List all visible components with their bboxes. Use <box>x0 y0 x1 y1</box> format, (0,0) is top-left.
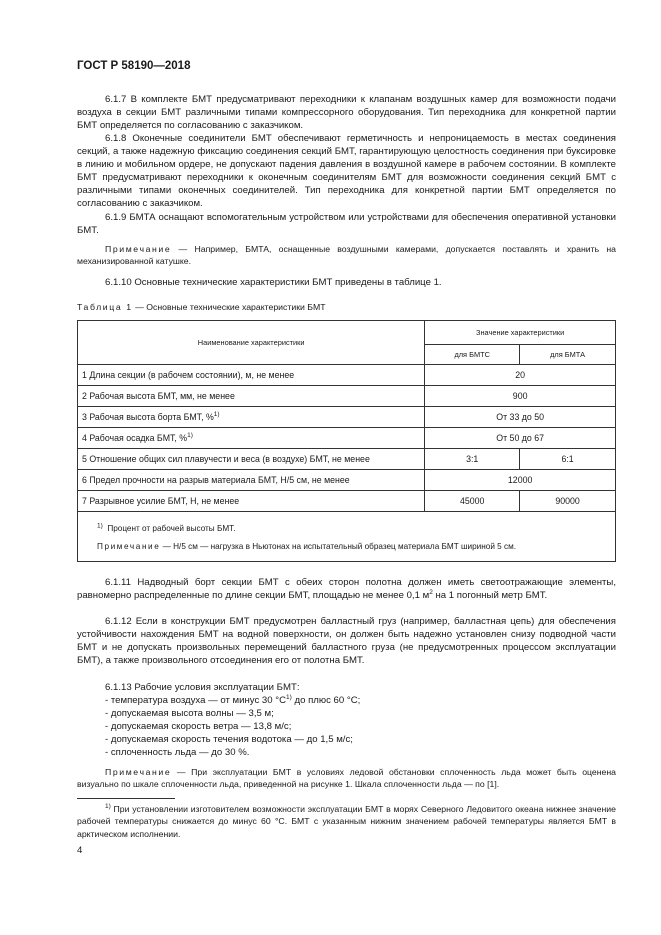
characteristics-table <box>77 320 616 562</box>
row-name-text: 4 Рабочая осадка БМТ, % <box>82 433 188 443</box>
table-caption <box>77 302 326 312</box>
row-value: 900 <box>425 386 616 407</box>
table-row <box>78 386 616 407</box>
table-note <box>82 542 611 551</box>
header-bmtc: для БМТС <box>425 345 520 365</box>
table-row <box>78 407 616 428</box>
row-value: От 33 до 50 <box>425 407 616 428</box>
list-item: - допускаемая скорость течения водотока — до 1,5 м/с; <box>105 734 353 746</box>
page-footnote-mark: 1) <box>105 803 111 811</box>
table-row <box>78 470 616 491</box>
document-header: ГОСТ Р 58190—2018 <box>77 60 191 72</box>
paragraph-6-1-11-text: 6.1.11 Надводный борт секции БМТ с обеих сторон полотна должен иметь светоотражающие элементы, равномерно распределенные по длине секции БМТ, площадью не менее 0,1 м <box>77 577 616 602</box>
row-value: От 50 до 67 <box>425 428 616 449</box>
row-value-bmtc: 45000 <box>425 491 520 512</box>
footnote-divider <box>77 798 175 799</box>
table-row <box>78 365 616 386</box>
page-number: 4 <box>77 845 83 856</box>
paragraph-6-1-8: 6.1.8 Оконечные соединители БМТ обеспечивают герметичность и непроницаемость в местах соединения секций, а также надежную фиксацию соединения секций БМТ, гарантирующую целостность соединения при буксировке в линию и мобильном ордере, не допускают падения давления в воздушной камере в рабочем состоянии. В комплекте БМТ предусматривают переходники к оконечным соединителям БМТ для возможности соединения секций БМТ с различными типами оконечных соединителей. Тип переходника для конкретной партии БМТ определяется по согласованию с заказчиком. <box>77 133 616 210</box>
list-item: - сплоченность льда — до 30 %. <box>105 747 250 759</box>
paragraph-6-1-9: 6.1.9 БМТА оснащают вспомогательным устройством или устройствами для обеспечения оперативной установки БМТ. <box>77 212 616 237</box>
row-value-bmta: 6:1 <box>520 449 616 470</box>
row-name: 1 Длина секции (в рабочем состоянии), м, не менее <box>78 365 425 386</box>
conditions-list <box>77 694 616 759</box>
header-bmta: для БМТА <box>520 345 616 365</box>
list-item-text: - температура воздуха — от минус 30 °С <box>105 695 287 706</box>
table-row <box>78 449 616 470</box>
note-1-label: Примечание <box>105 244 172 254</box>
row-value-bmta: 90000 <box>520 491 616 512</box>
note-1-text: — Например, БМТА, оснащенные воздушными камерами, допускается поставлять и хранить на механизированной катушке. <box>77 244 616 267</box>
list-item: - допускаемая высота волны — 3,5 м; <box>105 708 274 720</box>
table-caption-label: Таблица 1 <box>77 302 133 312</box>
paragraph-6-1-11-tail: на 1 погонный метр БМТ. <box>432 590 548 602</box>
paragraph-6-1-10: 6.1.10 Основные технические характеристики БМТ приведены в таблице 1. <box>105 277 442 288</box>
table-note-text: — Н/5 см — нагрузка в Ньютонах на испытательный образец материала БМТ шириной 5 см. <box>160 541 517 551</box>
table-footnote <box>82 521 611 533</box>
table-caption-text: — Основные технические характеристики БМТ <box>132 302 326 312</box>
row-footnote-mark: 1) <box>213 411 220 419</box>
row-value-bmtc: 3:1 <box>425 449 520 470</box>
note-2 <box>77 766 616 791</box>
table-row <box>78 428 616 449</box>
row-name: 2 Рабочая высота БМТ, мм, не менее <box>78 386 425 407</box>
row-name <box>78 407 425 428</box>
paragraph-6-1-11 <box>77 576 616 602</box>
header-value: Значение характеристики <box>425 321 616 345</box>
footnote-mark: 1) <box>286 693 292 701</box>
paragraph-6-1-12: 6.1.12 Если в конструкции БМТ предусмотрен балластный груз (например, балластная цепь) для обеспечения устойчивости нахождения БМТ на водной поверхности, он должен быть надежно установлен снизу подводной части БМТ и не допускать произвольных перемещений балластного груза (не предусмотренных процессом эксплуатации БМТ), а также произвольного отсоединения его от полотна БМТ. <box>77 616 616 667</box>
page-footnote <box>77 803 616 840</box>
header-name: Наименование характеристики <box>78 321 425 365</box>
row-footnote-mark: 1) <box>187 432 193 440</box>
row-name <box>78 428 425 449</box>
row-name: 6 Предел прочности на разрыв материала БМТ, Н/5 см, не менее <box>78 470 425 491</box>
note-1 <box>77 243 616 268</box>
square-mark: 2 <box>429 588 433 596</box>
list-item-tail: до плюс 60 °С; <box>291 695 361 706</box>
paragraph-6-1-7: 6.1.7 В комплекте БМТ предусматривают переходники к клапанам воздушных камер для возможности подачи воздуха в секции БМТ различными типами компрессорного оборудования. Тип переходника для конкретной партии БМТ определяется по согласованию с заказчиком. <box>77 94 616 132</box>
row-name: 5 Отношение общих сил плавучести и веса (в воздухе) БМТ, не менее <box>78 449 425 470</box>
table-footnote-mark: 1) <box>97 521 103 529</box>
note-2-label: Примечание <box>105 767 172 777</box>
page-footnote-text: При установлении изготовителем возможности эксплуатации БМТ в морях Северного Ледовитого океана нижнее значение рабочей температуры снижается до минус 60 °С. БМТ с указанным нижним значением рабочей температуры является БМТ в арктическом исполнении. <box>77 804 616 839</box>
note-2-text: — При эксплуатации БМТ в условиях ледовой обстановки сплоченность льда может быть оценена визуально по шкале сплоченности льда, приведенной на рисунке 1. Шкала сплоченности льда — по [1]. <box>77 767 616 790</box>
table-row <box>78 491 616 512</box>
row-value: 12000 <box>425 470 616 491</box>
table-note-label: Примечание <box>97 541 161 551</box>
row-name: 7 Разрывное усилие БМТ, Н, не менее <box>78 491 425 512</box>
row-name-text: 3 Рабочая высота борта БМТ, % <box>82 412 214 422</box>
table-footnote-text: Процент от рабочей высоты БМТ. <box>107 523 236 533</box>
row-value: 20 <box>425 365 616 386</box>
list-item <box>105 694 616 707</box>
paragraph-6-1-13: 6.1.13 Рабочие условия эксплуатации БМТ: <box>105 682 300 693</box>
table-footer <box>78 512 616 562</box>
list-item: - допускаемая скорость ветра — 13,8 м/с; <box>105 721 292 733</box>
